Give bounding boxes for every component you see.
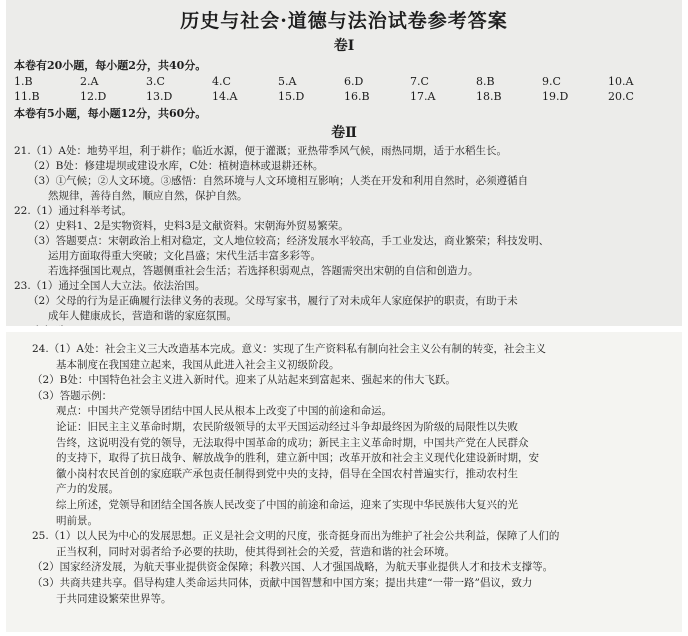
q25-line: （3）共商共建共享。倡导构建人类命运共同体，贡献中国智慧和中国方案；提出共建“一带一路”倡议，致力 (32, 576, 533, 589)
volume-2-note: 本卷有5小题，每小题12分，共60分。 (14, 107, 207, 120)
q21-line: （3）①气候；②人文环境。③感悟：自然环境与人文环境相互影响；人类在开发和利用自然时，必须遵循自 (28, 175, 529, 187)
q23-line: 23.（1）通过全国人大立法。依法治国。 (14, 280, 206, 292)
q24-line: 明前景。 (56, 514, 98, 527)
q24-line: 论证：旧民主主义革命时期，农民阶级领导的太平天国运动经过斗争却最终因为阶级的局限性以失败 (56, 420, 518, 433)
q25-line: 正当权利，同时对弱者给予必要的扶助，使其得到社会的关爱，营造和谐的社会环境。 (56, 545, 455, 558)
q21-line: （2）B处：修建堤坝或建设水库，C处：植树造林或退耕还林。 (28, 160, 324, 172)
volume-2-heading: 卷Ⅱ (331, 125, 357, 141)
mc-answer: 11.B (14, 90, 40, 103)
mc-answer: 2.A (80, 75, 99, 88)
q24-line: 告终，这说明没有党的领导，无法取得中国革命的成功；新民主主义革命时期，中国共产党在人民群众 (56, 436, 529, 449)
mc-answer: 6.D (344, 75, 364, 88)
mc-answer: 1.B (14, 75, 33, 88)
q24-line: 观点：中国共产党领导团结中国人民从根本上改变了中国的前途和命运。 (56, 405, 392, 418)
q22-line: 运用方面取得重大突破；文化昌盛；宋代生活丰富多彩等。 (48, 250, 321, 262)
mc-answer: 19.D (542, 90, 569, 103)
mc-answer: 17.A (410, 90, 436, 103)
q22-line: （3）答题要点：宋朝政治上相对稳定，文人地位较高；经济发展水平较高，手工业发达，商业繁荣；科技发明、 (28, 235, 550, 247)
mc-answer: 14.A (212, 90, 238, 103)
volume-1-note: 本卷有20小题，每小题2分，共40分。 (14, 59, 207, 72)
q22-line: 22.（1）通过科举考试。 (14, 205, 132, 217)
q24-line: （3）答题示例： (32, 389, 113, 402)
mc-answer: 15.D (278, 90, 305, 103)
mc-answers-row-2 (14, 89, 674, 104)
q22-line: 若选择强国比观点，答题侧重社会生活；若选择积弱观点，答题需突出宋朝的自信和创造力。 (48, 265, 479, 277)
q24-line: 徽小岗村农民首创的家庭联产承包责任制得到党中央的支持，倡导在全国农村普遍实行，推动农村生 (56, 467, 518, 480)
q25-line: 25.（1）以人民为中心的发展思想。正义是社会文明的尺度，张奇挺身而出为维护了社会公共利益，保障了人们的 (32, 530, 560, 543)
q24-line: 基本制度在我国建立起来，我国从此进入社会主义初级阶段。 (56, 358, 340, 371)
q25-line: 于共同建设繁荣世界等。 (56, 592, 172, 605)
answer-sheet-bottom (6, 332, 682, 632)
mc-answers-row-1 (14, 74, 674, 89)
mc-answer: 9.C (542, 75, 561, 88)
mc-answer: 8.B (476, 75, 495, 88)
q23-line: 成年人健康成长，营造和谐的家庭氛围。 (48, 310, 237, 322)
volume-1-heading: 卷Ⅰ (333, 38, 355, 54)
q24-line: 产力的发展。 (56, 483, 119, 496)
mc-answer: 5.A (278, 75, 297, 88)
mc-answer: 16.B (344, 90, 370, 103)
answer-sheet-top (6, 0, 682, 326)
mc-answer: 20.C (608, 90, 634, 103)
q25-line: （2）国家经济发展，为航天事业提供资金保障；科教兴国、人才强国战略，为航天事业提供人才和技术支撑等。 (32, 561, 554, 574)
q23-line: （2）父母的行为是正确履行法律义务的表现。父母写家书，履行了对未成年人家庭保护的职责，有助于未 (28, 295, 518, 307)
mc-answer: 13.D (146, 90, 173, 103)
page-title: 历史与社会·道德与法治试卷参考答案 (180, 10, 508, 32)
mc-answer: 4.C (212, 75, 231, 88)
q24-line: （2）B处：中国特色社会主义进入新时代。迎来了从站起来到富起来、强起来的伟大飞跃。 (32, 374, 456, 387)
mc-answer: 18.B (476, 90, 502, 103)
q24-line: 综上所述，党领导和团结全国各族人民改变了中国的前途和命运，迎来了实现中华民族伟大复兴的光 (56, 498, 518, 511)
q24-line: 的支持下，取得了抗日战争、解放战争的胜利，建立新中国；改革开放和社会主义现代化建设新时期，安 (56, 452, 539, 465)
mc-answer: 10.A (608, 75, 634, 88)
mc-answer: 12.D (80, 90, 107, 103)
q22-line: （2）史料1、2是实物资料，史料3是文献资料。宋朝海外贸易繁荣。 (28, 220, 349, 232)
q24-line: 24.（1）A处：社会主义三大改造基本完成。意义：实现了生产资料私有制向社会主义公有制的转变，社会主义 (32, 343, 546, 355)
q21-line: 然规律，善待自然，顺应自然，保护自然。 (48, 190, 248, 202)
q21-line: 21.（1）A处：地势平坦，利于耕作；临近水源，便于灌溉；亚热带季风气候，雨热同期，适于水稻生长。 (14, 145, 507, 157)
mc-answer: 3.C (146, 75, 165, 88)
mc-answer: 7.C (410, 75, 429, 88)
